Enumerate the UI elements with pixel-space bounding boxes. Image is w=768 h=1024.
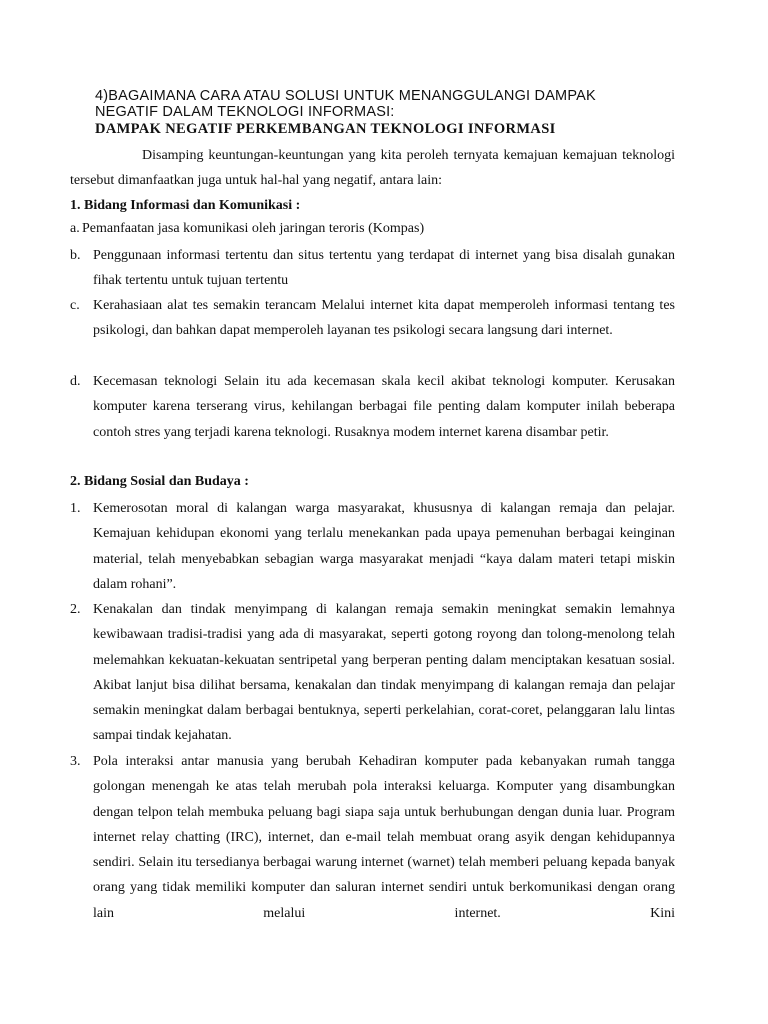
intro-paragraph: Disamping keuntungan-keuntungan yang kita peroleh ternyata kemajuan kemajuan teknologi tersebut dimanfaatkan juga untuk hal-hal yang negatif, antara lain: <box>70 148 675 189</box>
document-title: DAMPAK NEGATIF PERKEMBANGAN TEKNOLOGI INFORMASI <box>95 121 556 137</box>
item-text: Kerahasiaan alat tes semakin terancam Melalui internet kita dapat memperoleh informasi tentang tes psikologi, dan bahkan dapat memperoleh layanan tes psikologi secara langsung dari internet. <box>93 298 675 339</box>
item-text: Pola interaksi antar manusia yang berubah Kehadiran komputer pada kebanyakan rumah tangga golongan menengah ke atas telah merubah pola interaksi keluarga. Komputer yang disambungkan dengan telpon telah membuka peluang bagi siapa saja untuk berhubungan dengan dunia luar. Program internet relay chatting (IRC), internet, dan e-mail telah membuat orang asyik dengan kehidupannya sendiri. Selain itu tersedianya berbagai warung internet (warnet) telah memberi peluang kepada banyak orang yang tidak memiliki komputer dan saluran internet sendiri untuk berkomunikasi dengan orang lain melalui internet. Kini <box>93 754 675 921</box>
item-text: Pemanfaatan jasa komunikasi oleh jaringan teroris (Kompas) <box>82 221 425 236</box>
item-marker: 3. <box>70 754 81 769</box>
question-line-2: NEGATIF DALAM TEKNOLOGI INFORMASI: <box>95 104 395 120</box>
item-marker: 2. <box>70 602 81 617</box>
section-1-item-d <box>70 369 675 445</box>
item-marker: 1. <box>70 501 81 516</box>
question-line-1: 4)BAGAIMANA CARA ATAU SOLUSI UNTUK MENANGGULANGI DAMPAK <box>95 88 596 104</box>
item-text: Penggunaan informasi tertentu dan situs tertentu yang terdapat di internet yang bisa disalah gunakan fihak tertentu untuk tujuan tertentu <box>93 248 675 289</box>
section-1-item-a: a. Pemanfaatan jasa komunikasi oleh jaringan teroris (Kompas) <box>70 221 425 236</box>
item-text: Kenakalan dan tindak menyimpang di kalangan remaja semakin meningkat semakin lemahnya kewibawaan tradisi-tradisi yang ada di masyarakat, seperti gotong royong dan tolong-menolong telah melemahkan kekuatan-kekuatan sentripetal yang berperan penting dalam menciptakan kesatuan sosial. Akibat lanjut bisa dilihat bersama, kenakalan dan tindak menyimpang di kalangan remaja dan pelajar semakin meningkat dalam berbagai bentuknya, seperti perkelahian, corat-coret, pelanggaran lalu lintas sampai tindak kejahatan. <box>93 602 675 744</box>
item-text: Kecemasan teknologi Selain itu ada kecemasan skala kecil akibat teknologi komputer. Kerusakan komputer karena terserang virus, kehilangan berbagai file penting dalam komputer inilah beberapa contoh stres yang terjadi karena teknologi. Rusaknya modem internet karena disambar petir. <box>93 374 675 440</box>
item-text: Kemerosotan moral di kalangan warga masyarakat, khususnya di kalangan remaja dan pelajar. Kemajuan kehidupan ekonomi yang terlalu menekankan pada upaya pemenuhan berbagai keinginan material, telah menyebabkan sebagian warga masyarakat menjadi “kaya dalam materi tetapi miskin dalam rohani”. <box>93 501 675 592</box>
section-1-heading: 1. Bidang Informasi dan Komunikasi : <box>70 198 301 213</box>
item-marker: d. <box>70 374 81 389</box>
item-marker: b. <box>70 248 81 263</box>
section-1-item-c <box>70 293 675 344</box>
section-2-item-3 <box>70 749 675 926</box>
section-2-item-1 <box>70 496 675 597</box>
section-2-heading: 2. Bidang Sosial dan Budaya : <box>70 474 249 489</box>
section-1-item-b <box>70 243 675 294</box>
item-marker: c. <box>70 298 80 313</box>
section-2-item-2 <box>70 597 675 749</box>
